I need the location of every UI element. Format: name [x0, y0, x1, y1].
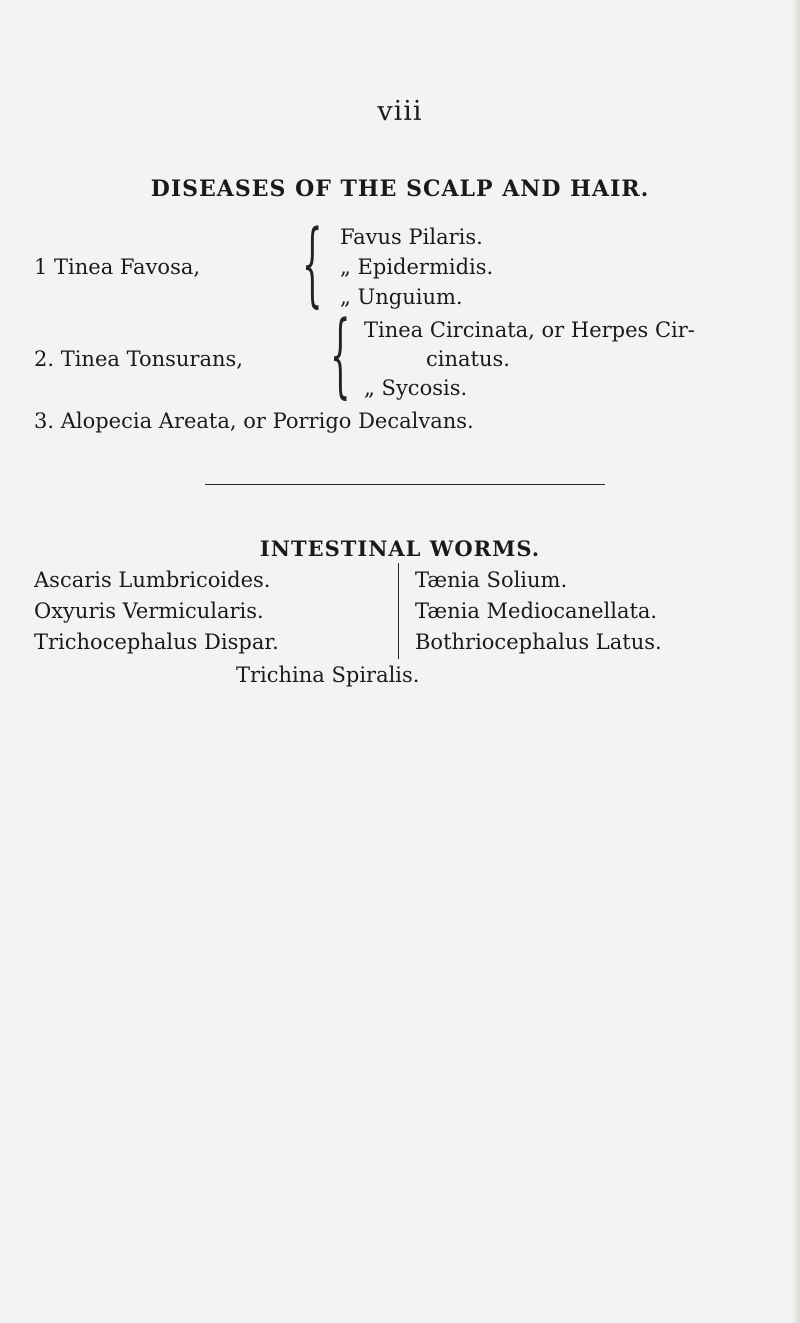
item-2-sub-1: Tinea Circinata, or Herpes Cir-: [364, 318, 695, 342]
item-1-sub-1: Favus Pilaris.: [340, 225, 483, 249]
page-number: viii: [377, 96, 423, 127]
brace-2: {: [330, 301, 351, 408]
section-heading-scalp-hair: DISEASES OF THE SCALP AND HAIR.: [150, 176, 650, 202]
section-heading-intestinal-worms: INTESTINAL WORMS.: [259, 536, 541, 561]
page-edge-shadow: [792, 0, 800, 1323]
item-3: 3. Alopecia Areata, or Porrigo Decalvans.: [34, 409, 474, 433]
horizontal-divider: [205, 484, 605, 485]
item-2-sub-3: „ Sycosis.: [364, 376, 468, 400]
column-divider: [398, 563, 399, 659]
worm-right-2: Tænia Mediocanellata.: [415, 599, 658, 623]
worm-right-3: Bothriocephalus Latus.: [415, 630, 662, 654]
brace-1: {: [302, 210, 323, 317]
item-1-sub-2: „ Epidermidis.: [340, 255, 494, 279]
worm-left-3: Trichocephalus Dispar.: [34, 630, 279, 654]
worm-left-1: Ascaris Lumbricoides.: [34, 568, 271, 592]
item-1-sub-3: „ Unguium.: [340, 285, 463, 309]
worm-right-1: Tænia Solium.: [415, 568, 568, 592]
item-1-label: 1 Tinea Favosa,: [34, 255, 201, 279]
worm-left-2: Oxyuris Vermicularis.: [34, 599, 264, 623]
worm-last: Trichina Spiralis.: [236, 663, 420, 687]
item-2-sub-2: cinatus.: [426, 347, 510, 371]
item-2-label: 2. Tinea Tonsurans,: [34, 347, 243, 371]
